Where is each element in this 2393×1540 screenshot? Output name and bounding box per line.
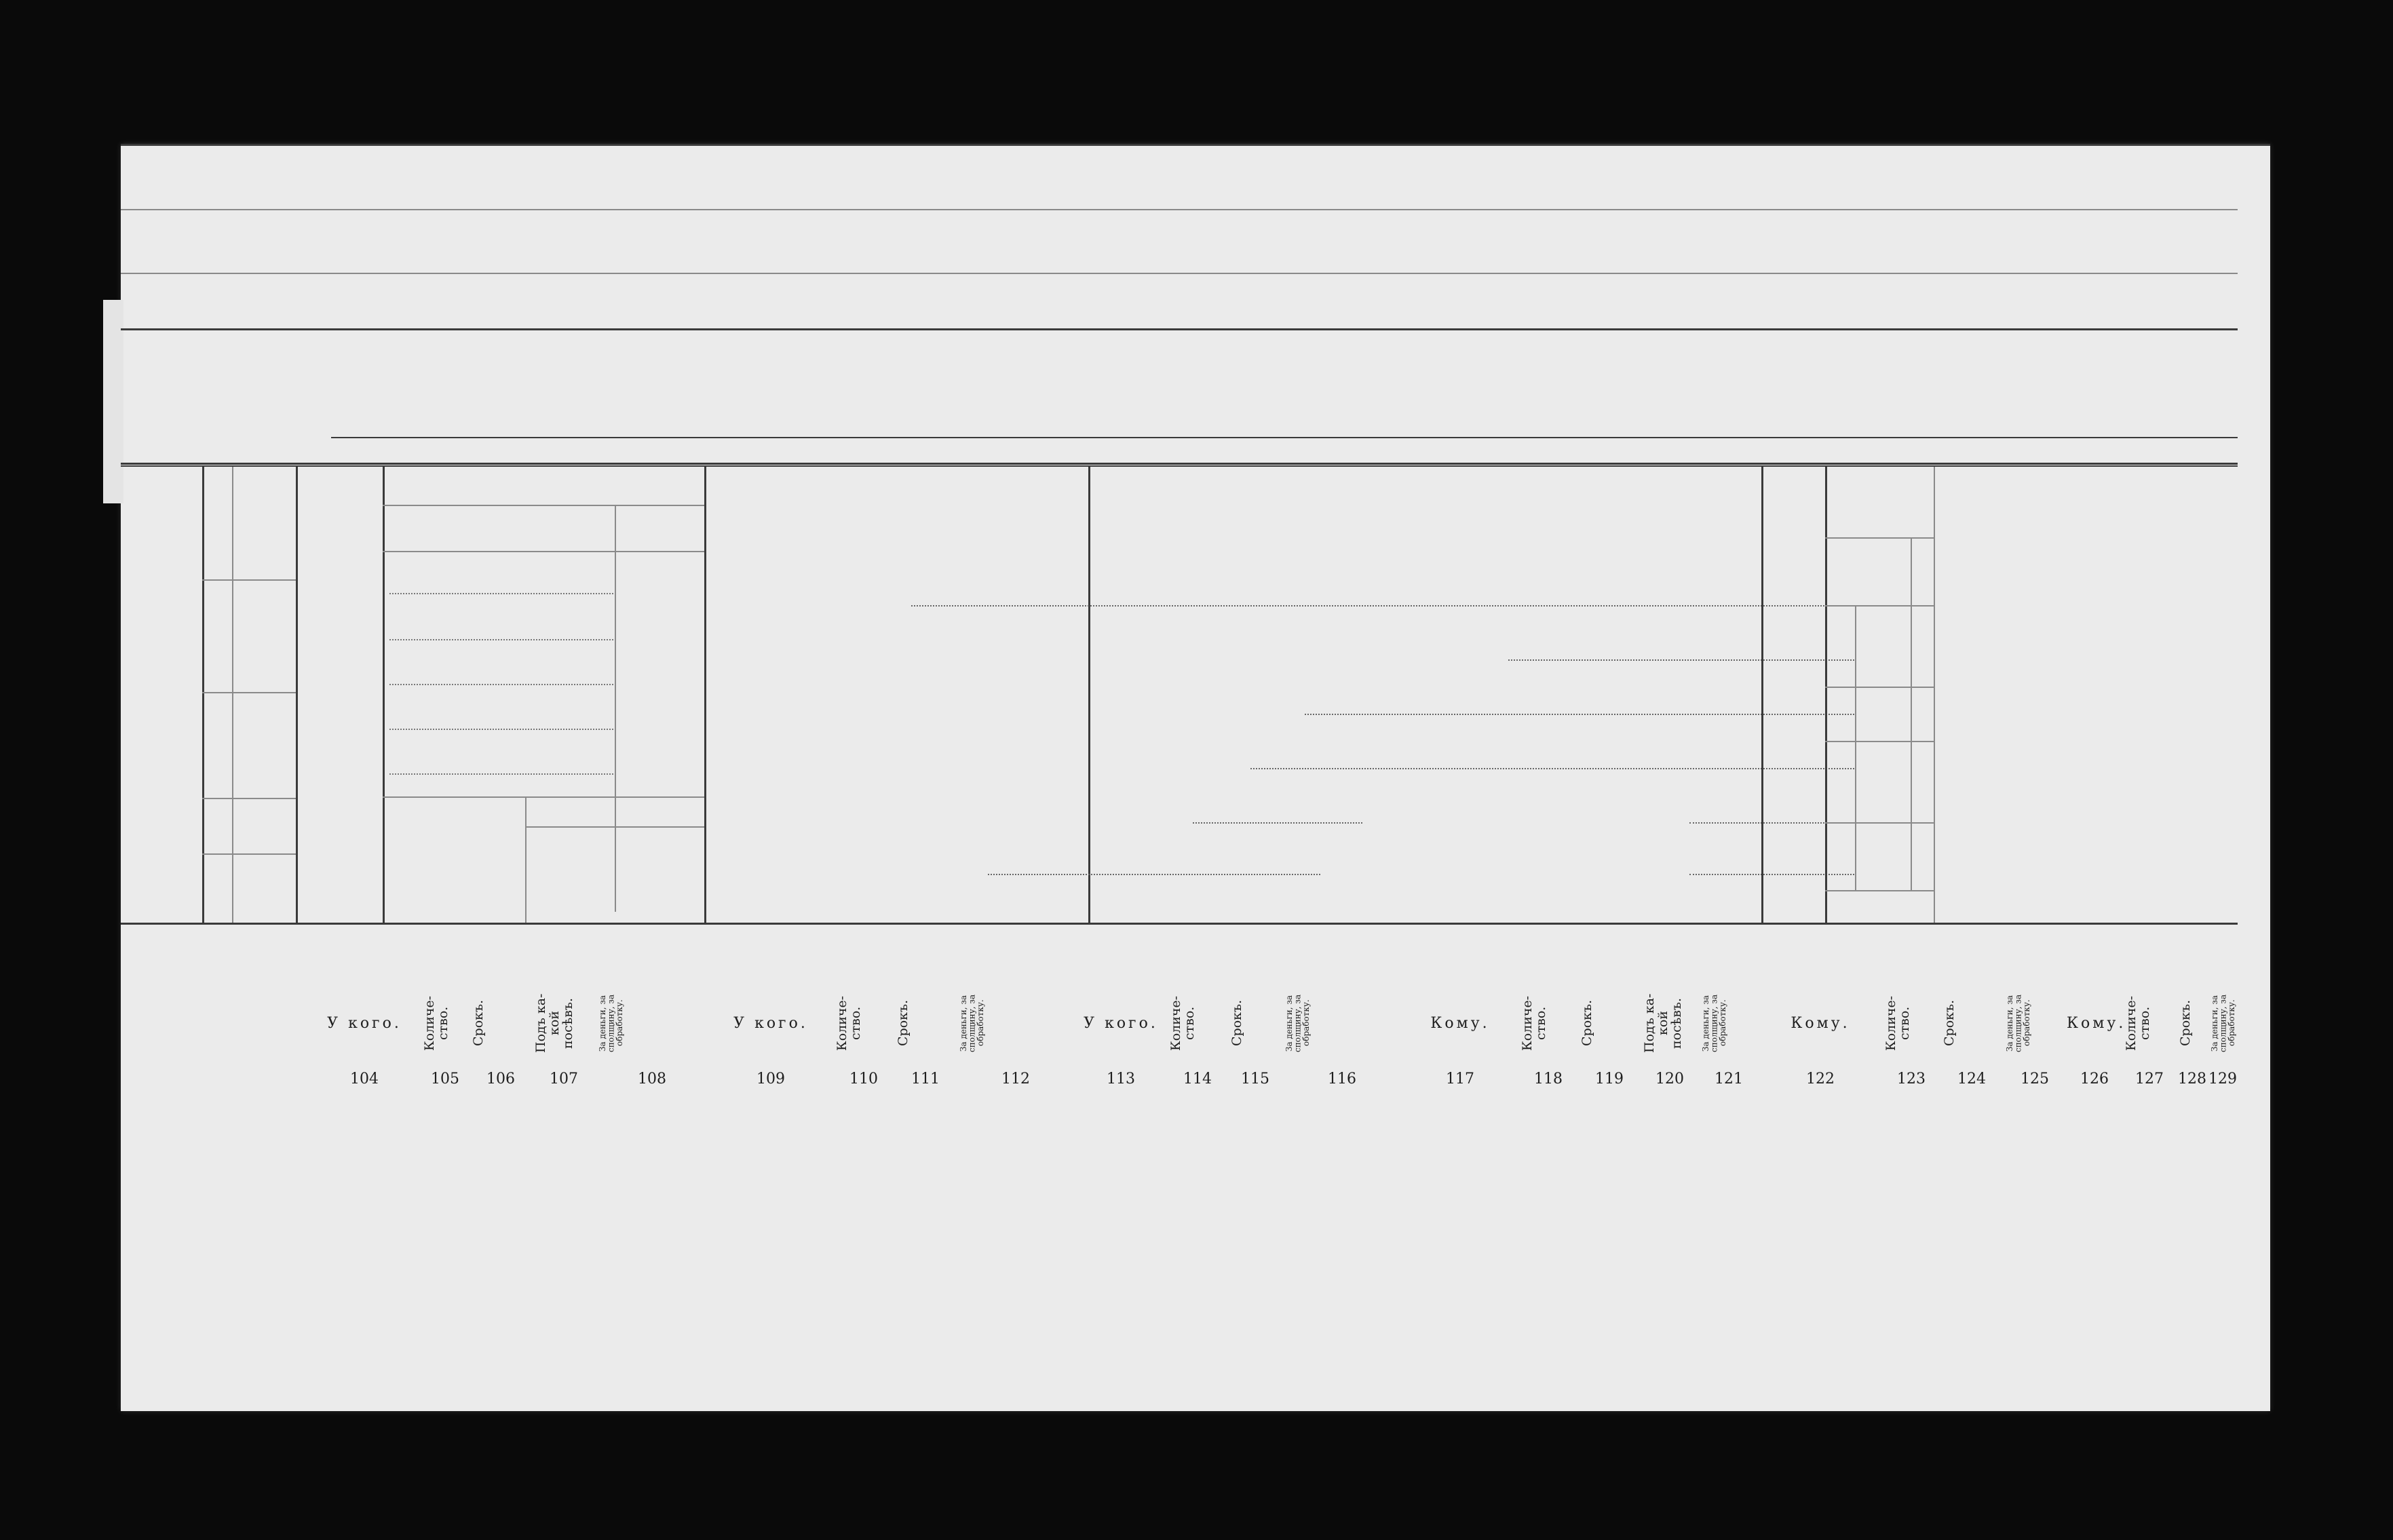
col-num-127: 127 bbox=[2135, 1071, 2164, 1087]
col-num-129: 129 bbox=[2208, 1071, 2237, 1087]
hdr-za_den-21: За деньги, за сполщину, за обработку. bbox=[2005, 994, 2032, 1052]
col-num-116: 116 bbox=[1328, 1071, 1356, 1087]
hdr-kolvo-14: Количе-ство. bbox=[1520, 995, 1548, 1051]
men-vtom bbox=[1862, 748, 1905, 818]
col-num-107: 107 bbox=[550, 1071, 578, 1087]
col-num-106: 106 bbox=[486, 1071, 515, 1087]
col-num-118: 118 bbox=[1534, 1071, 1563, 1087]
col-num-120: 120 bbox=[1655, 1071, 1684, 1087]
hdr-kolvo-10: Количе-ство. bbox=[1168, 995, 1197, 1051]
hdr-za_den-17: За деньги, за сполщину, за обработку. bbox=[1701, 994, 1728, 1052]
col-num-109: 109 bbox=[757, 1071, 785, 1087]
hdr-za_den-12: За деньги, за сполщину, за обработку. bbox=[1284, 994, 1312, 1052]
col-num-125: 125 bbox=[2021, 1071, 2049, 1087]
col-num-114: 114 bbox=[1183, 1071, 1212, 1087]
col-num-111: 111 bbox=[911, 1071, 940, 1087]
hdr-za_den-8: За деньги, за сполщину, за обработку. bbox=[959, 994, 986, 1052]
col-num-112: 112 bbox=[1001, 1071, 1030, 1087]
hdr-srok-24: Срокъ. bbox=[2178, 999, 2193, 1047]
men-label bbox=[1831, 734, 1851, 870]
hdr-u_kogo-9: У кого. bbox=[1084, 1015, 1158, 1032]
col-num-105: 105 bbox=[431, 1071, 459, 1087]
nadel-label bbox=[133, 1094, 160, 1216]
hdr-u_kogo-0: У кого. bbox=[327, 1015, 402, 1032]
hdr-srok-2: Срокъ. bbox=[471, 999, 486, 1047]
col-num-117: 117 bbox=[1446, 1071, 1474, 1087]
col-num-115: 115 bbox=[1241, 1071, 1269, 1087]
hdr-za_den-25: За деньги, за сполщину, за обработку. bbox=[2210, 994, 2237, 1052]
lbl-sdelnyh bbox=[243, 795, 284, 883]
women-label bbox=[1831, 612, 1851, 727]
col-num-113: 113 bbox=[1107, 1071, 1135, 1087]
hdr-komu-18: Кому. bbox=[1791, 1015, 1850, 1032]
hdr-kolvo-19: Количе-ство. bbox=[1883, 995, 1912, 1051]
col-num-104: 104 bbox=[350, 1071, 379, 1087]
col-num-108: 108 bbox=[638, 1071, 666, 1087]
vne-nadel-label bbox=[123, 1216, 185, 1345]
col-num-128: 128 bbox=[2178, 1071, 2206, 1087]
lbl-golovyh bbox=[243, 483, 284, 571]
hdr-kolvo-1: Количе-ство. bbox=[422, 995, 451, 1051]
hdr-kolvo-23: Количе-ство. bbox=[2124, 995, 2152, 1051]
hdr-srok-15: Срокъ. bbox=[1580, 999, 1594, 1047]
hdr-kolvo-6: Количе-ство. bbox=[835, 995, 863, 1051]
hdr-srok-7: Срокъ. bbox=[896, 999, 911, 1047]
col-num-122: 122 bbox=[1806, 1071, 1835, 1087]
census-card bbox=[121, 144, 2270, 1411]
hdr-komu-22: Кому. bbox=[2067, 1015, 2126, 1032]
women-vtom bbox=[1862, 612, 1905, 682]
col-num-119: 119 bbox=[1595, 1071, 1624, 1087]
itogo-obe bbox=[1837, 544, 1902, 601]
col-num-110: 110 bbox=[849, 1071, 878, 1087]
hdr-u_kogo-5: У кого. bbox=[733, 1015, 808, 1032]
lbl-srokovyh bbox=[243, 594, 284, 682]
col-num-126: 126 bbox=[2080, 1071, 2109, 1087]
col-num-124: 124 bbox=[1957, 1071, 1986, 1087]
col-num-123: 123 bbox=[1897, 1071, 1926, 1087]
hdr-srok-20: Срокъ. bbox=[1942, 999, 1957, 1047]
paper-edge bbox=[103, 300, 123, 503]
hdr-pod_posev-3: Подъ ка-кой посѣвъ. bbox=[533, 993, 575, 1053]
population-title bbox=[1776, 510, 1814, 890]
naemnye-note bbox=[318, 497, 365, 904]
col-num-121: 121 bbox=[1715, 1071, 1743, 1087]
hdr-komu-13: Кому. bbox=[1430, 1015, 1490, 1032]
hdr-pod_posev-16: Подъ ка-кой посѣвъ. bbox=[1642, 993, 1684, 1053]
hdr-za_den-4: За деньги, за сполщину, за обработку. bbox=[598, 994, 625, 1052]
hdr-srok-11: Срокъ. bbox=[1229, 999, 1244, 1047]
lbl-podennyh bbox=[243, 704, 284, 792]
